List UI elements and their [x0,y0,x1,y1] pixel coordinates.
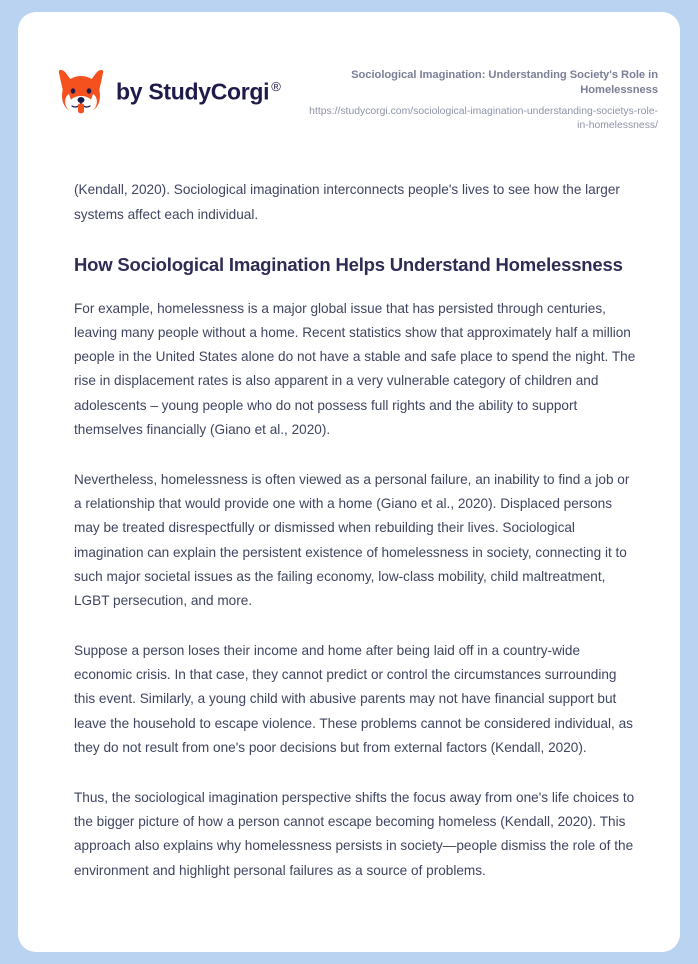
section-heading: How Sociological Imagination Helps Understand Homelessness [74,253,623,275]
brand-name-text: by StudyCorgi [116,78,270,105]
body-paragraph: Nevertheless, homelessness is often viewed as a personal failure, an inability to find a job or a relationship that would provide one with a home (Giano et al., 2020). Displaced persons may be treated disrespectfully or dismissed when rebuilding their lives. Sociological imagination can explain the persistent existence of homelessness in society, connecting it to such major societal issues as the failing economy, low-class mobility, child maltreatment, LGBT persecution, and more. [74,471,630,608]
page-url[interactable]: https://studycorgi.com/sociological-imagination-understanding-societys-role-in-homelessness/ [309,105,658,131]
document-body [18,132,680,882]
body-paragraph: For example, homelessness is a major global issue that has persisted through centuries, leaving many people without a home. Recent statistics show that approximately half a million people in the United States alone do not have a stable and safe place to spend the night. The rise in displacement rates is also apparent in a very vulnerable category of children and adolescents – young people who do not possess full rights and the ability to support themselves financially (Giano et al., 2020). [74,300,636,437]
body-paragraph: Thus, the sociological imagination perspective shifts the focus away from one's life choices to the bigger picture of how a person cannot escape becoming homeless (Kendall, 2020). This approach also explains why homelessness persists in society—people dismiss the role of the environment and highlight personal failures as a source of problems. [74,790,635,878]
brand-name [116,80,281,104]
page-title: Sociological Imagination: Understanding Society's Role in Homelessness [351,69,658,96]
registered-trademark-icon: ® [271,79,281,95]
body-paragraph: Suppose a person loses their income and home after being laid off in a country-wide economic crisis. In that case, they cannot predict or control the circumstances surrounding this event. Similarly, a young child with abusive parents may not have financial support but leave the household to escape violence. These problems cannot be considered individual, as they do not result from one's poor decisions but from external factors (Kendall, 2020). [74,643,633,755]
brand-logo-block [58,68,281,116]
intro-paragraph: (Kendall, 2020). Sociological imagination interconnects people's lives to see how the larger systems affect each individual. [74,182,620,222]
header-meta-block [306,62,658,132]
document-page-card [18,12,680,952]
document-header [18,12,680,132]
corgi-face-icon [58,68,104,116]
